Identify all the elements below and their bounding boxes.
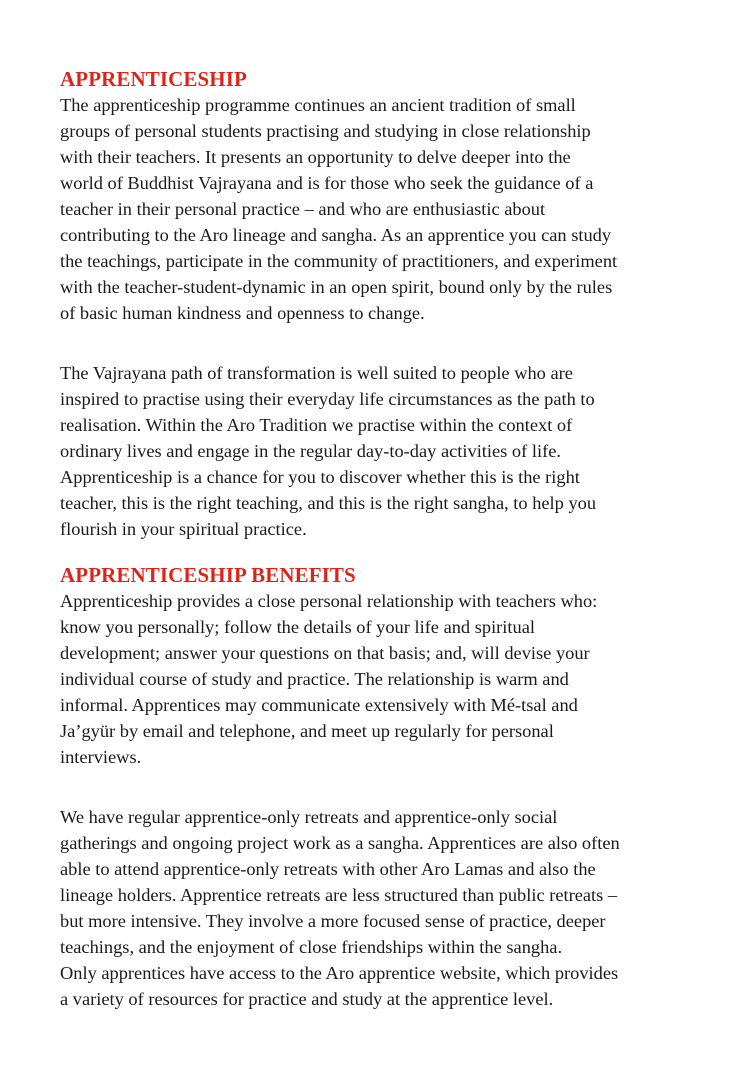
- text-line: groups of personal students practising and studying in close relationship: [60, 121, 591, 141]
- benefits-paragraph-2: [60, 804, 720, 1012]
- text-line: able to attend apprentice-only retreats with other Aro Lamas and also the: [60, 859, 596, 879]
- apprenticeship-paragraph-1: [60, 92, 720, 326]
- text-line: We have regular apprentice-only retreats and apprentice-only social: [60, 807, 558, 827]
- text-line: The Vajrayana path of transformation is well suited to people who are: [60, 363, 573, 383]
- paragraph-spacer: [60, 770, 720, 804]
- text-line: but more intensive. They involve a more focused sense of practice, deeper: [60, 911, 606, 931]
- document-page: [60, 66, 720, 1012]
- text-line: of basic human kindness and openness to change.: [60, 303, 425, 323]
- text-line: Apprenticeship is a chance for you to discover whether this is the right: [60, 467, 580, 487]
- apprenticeship-heading: APPRENTICESHIP: [60, 67, 247, 91]
- text-line: know you personally; follow the details of your life and spiritual: [60, 617, 535, 637]
- text-line: the teachings, participate in the community of practitioners, and experiment: [60, 251, 618, 271]
- text-line: informal. Apprentices may communicate extensively with Mé-tsal and: [60, 695, 578, 715]
- text-line: teacher in their personal practice – and who are enthusiastic about: [60, 199, 546, 219]
- section-spacer: [60, 542, 720, 562]
- text-line: The apprenticeship programme continues an ancient tradition of small: [60, 95, 576, 115]
- text-line: with their teachers. It presents an opportunity to delve deeper into the: [60, 147, 571, 167]
- text-line: individual course of study and practice. The relationship is warm and: [60, 669, 569, 689]
- text-line: Only apprentices have access to the Aro apprentice website, which provides: [60, 963, 619, 983]
- text-line: gatherings and ongoing project work as a sangha. Apprentices are also often: [60, 833, 620, 853]
- apprenticeship-paragraph-2: [60, 360, 720, 542]
- text-line: realisation. Within the Aro Tradition we practise within the context of: [60, 415, 573, 435]
- text-line: world of Buddhist Vajrayana and is for those who seek the guidance of a: [60, 173, 594, 193]
- text-line: Apprenticeship provides a close personal relationship with teachers who:: [60, 591, 598, 611]
- text-line: lineage holders. Apprentice retreats are less structured than public retreats –: [60, 885, 618, 905]
- text-line: flourish in your spiritual practice.: [60, 519, 307, 539]
- text-line: teacher, this is the right teaching, and this is the right sangha, to help you: [60, 493, 597, 513]
- paragraph-spacer: [60, 326, 720, 360]
- text-line: ordinary lives and engage in the regular day-to-day activities of life.: [60, 441, 561, 461]
- benefits-paragraph-1: [60, 588, 720, 770]
- text-line: interviews.: [60, 747, 142, 767]
- text-line: a variety of resources for practice and study at the apprentice level.: [60, 989, 554, 1009]
- text-line: contributing to the Aro lineage and sangha. As an apprentice you can study: [60, 225, 612, 245]
- text-line: teachings, and the enjoyment of close friendships within the sangha.: [60, 937, 563, 957]
- text-line: with the teacher-student-dynamic in an open spirit, bound only by the rules: [60, 277, 613, 297]
- text-line: inspired to practise using their everyday life circumstances as the path to: [60, 389, 595, 409]
- text-line: Ja’gyür by email and telephone, and meet up regularly for personal: [60, 721, 554, 741]
- apprenticeship-benefits-heading: APPRENTICESHIP BENEFITS: [60, 563, 356, 587]
- text-line: development; answer your questions on that basis; and, will devise your: [60, 643, 590, 663]
